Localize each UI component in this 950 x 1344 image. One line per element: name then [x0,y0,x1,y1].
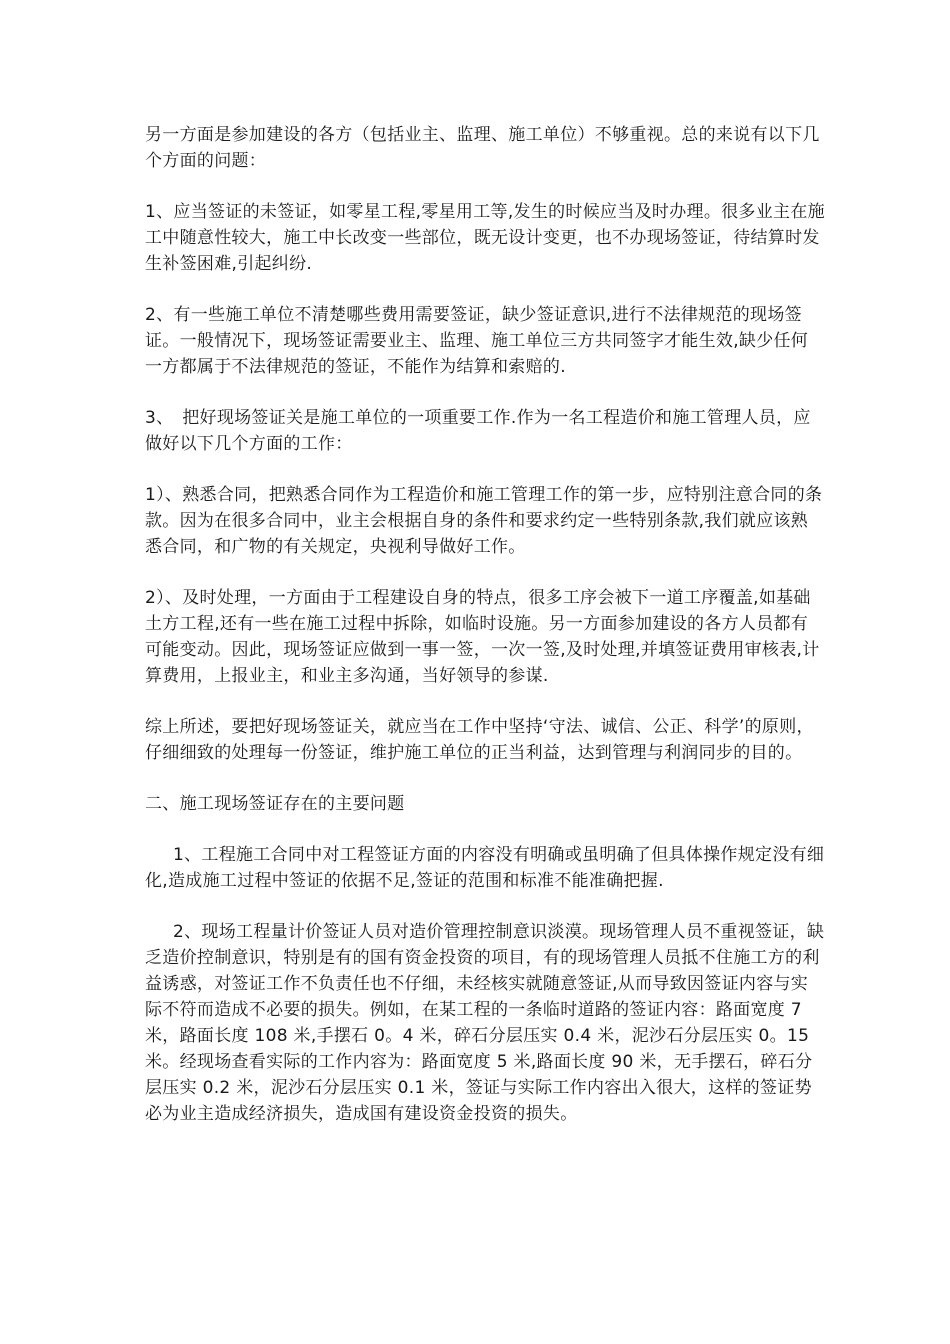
paragraph-summary: 综上所述，要把好现场签证关，就应当在工作中坚持‘守法、诚信、公正、科学’的原则，仔细细致的处理每一份签证，维护施工单位的正当利益，达到管理与利润同步的目的。 [145,717,814,763]
paragraph-problem-2: 2、现场工程量计价签证人员对造价管理控制意识淡漠。现场管理人员不重视签证，缺乏造价控制意识，特别是有的国有资金投资的项目，有的现场管理人员抵不住施工方的利益诱惑，对签证工作不负责任也不仔细，未经核实就随意签证,从而导致因签证内容与实际不符而造成不必要的损失。例如，在某工程的一条临时道路的签证内容：路面宽度 7 米，路面长度 108 米,手摆石 0。4 米，碎石分层压实 0.4 米，泥沙石分层压实 0。15 米。经现场查看实际的工作内容为：路面宽度 5 米,路面长度 90 米，无手摆石，碎石分层压实 0.2 米，泥沙石分层压实 0.1 米，签证与实际工作内容出入很大，这样的签证势必为业主造成经济损失，造成国有建设资金投资的损失。 [145,922,825,1124]
document-body [145,122,825,1127]
paragraph-item-1: 1、应当签证的未签证，如零星工程,零星用工等,发生的时候应当及时办理。很多业主在施工中随意性较大，施工中长改变一些部位，既无设计变更，也不办现场签证，待结算时发生补签困难,引起纠纷. [145,202,825,274]
paragraph-item-3: 3、 把好现场签证关是施工单位的一项重要工作.作为一名工程造价和施工管理人员，应做好以下几个方面的工作： [145,408,811,454]
paragraph-subitem-2: 2）、及时处理，一方面由于工程建设自身的特点，很多工序会被下一道工序覆盖,如基础土方工程,还有一些在施工过程中拆除，如临时设施。另一方面参加建设的各方人员都有可能变动。因此，现场签证应做到一事一签，一次一签,及时处理,并填签证费用审核表,计算费用，上报业主，和业主多沟通，当好领导的参谋. [145,588,820,686]
paragraph-item-2: 2、有一些施工单位不清楚哪些费用需要签证，缺少签证意识,进行不法律规范的现场签证。一般情况下，现场签证需要业主、监理、施工单位三方共同签字才能生效,缺少任何一方都属于不法律规范的签证，不能作为结算和索赔的. [145,305,809,377]
paragraph-problem-1: 1、工程施工合同中对工程签证方面的内容没有明确或虽明确了但具体操作规定没有细化,造成施工过程中签证的依据不足,签证的范围和标准不能准确把握. [145,845,825,891]
paragraph-subitem-1: 1）、熟悉合同，把熟悉合同作为工程造价和施工管理工作的第一步，应特别注意合同的条款。因为在很多合同中，业主会根据自身的条件和要求约定一些特别条款,我们就应该熟悉合同，和广物的有关规定，央视利导做好工作。 [145,485,823,557]
section-heading: 二、施工现场签证存在的主要问题 [145,794,405,814]
paragraph-intro: 另一方面是参加建设的各方（包括业主、监理、施工单位）不够重视。总的来说有以下几个方面的问题： [145,125,820,171]
